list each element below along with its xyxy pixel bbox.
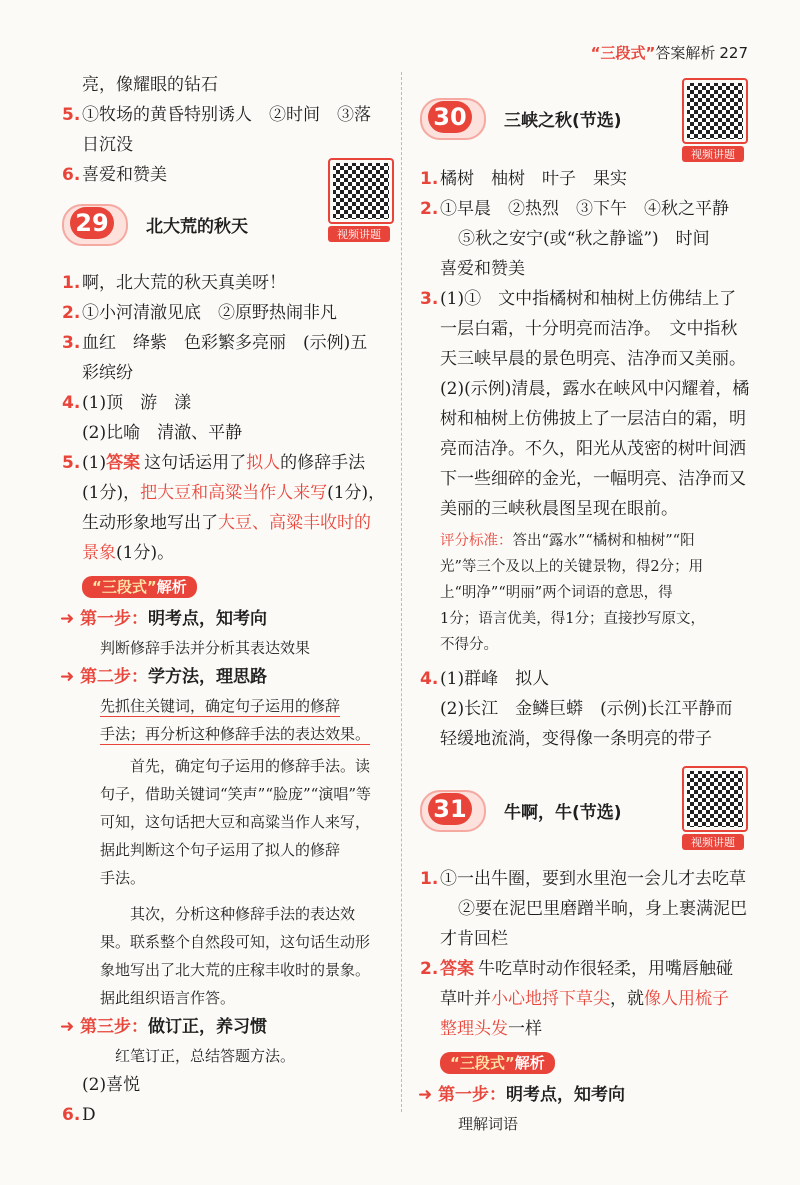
step1-text: 明考点，知考向 <box>506 1085 625 1105</box>
a1-answer: 啊，北大荒的秋天真美呀！ <box>82 273 286 293</box>
b1-answer: 橘树 柚树 叶子 果实 <box>440 169 627 189</box>
qr-label: 视频讲题 <box>682 146 744 162</box>
b2-answer: ①早晨 ②热烈 ③下午 ④秋之平静 <box>440 199 729 219</box>
a4-answer-sub: (2)比喻 清澈、平静 <box>82 423 243 443</box>
qr-code-29[interactable] <box>328 158 390 242</box>
step2-text: 学方法，理思路 <box>148 667 267 687</box>
arrow-icon: ➜ <box>418 1085 433 1105</box>
b4-answer-sub: (2)长江 金鳞巨蟒 (示例)长江平静而 <box>440 699 733 719</box>
answer-label: 答案 <box>106 453 141 473</box>
step1-label: 第一步： <box>80 609 148 629</box>
header-brand: “三段式” <box>590 44 656 62</box>
a4-number: 4. <box>62 393 81 413</box>
a3-number: 3. <box>62 333 81 353</box>
left-column <box>62 70 394 1130</box>
c2-text: 草叶并 <box>440 989 491 1009</box>
step1-body: 判断修辞手法并分析其表达效果 <box>100 639 311 657</box>
a6-answer: D <box>82 1105 96 1125</box>
right-column <box>420 92 755 1138</box>
b4-number: 4. <box>420 669 439 689</box>
sanduanshi-tag: “三段式”解析 <box>440 1052 555 1074</box>
a5-keyword: 大豆、高粱丰收时的 <box>218 513 371 533</box>
b4-answer-sub2: 轻缓地流淌，变得像一条明亮的带子 <box>440 729 712 749</box>
c2-text: 牛吃草时动作很轻柔，用嘴唇触碰 <box>478 959 733 979</box>
b3-line: 一层白霜，十分明亮而洁净。 文中指秋 <box>440 319 738 339</box>
step2-label: 第二步： <box>80 667 148 687</box>
qr-code-icon <box>682 78 748 144</box>
analysis-para-1: 首先，确定句子运用的修辞手法。读 句子，借助关键词“笑声”“脸庞”“演唱”等 可知，这句话把大豆和高粱当作人来写， 据此判断这个句子运用了拟人的修辞 手法。 <box>100 757 372 887</box>
c1-answer: ①一出牛圈，要到水里泡一会儿才去吃草 <box>440 869 746 889</box>
b3-line: 美丽的三峡秋晨图呈现在眼前。 <box>440 499 678 519</box>
step3-text: 做订正，养习惯 <box>148 1017 267 1037</box>
step1-text: 明考点，知考向 <box>148 609 267 629</box>
qr-code-31[interactable] <box>682 766 744 850</box>
section-29-title: 北大荒的秋天 <box>146 217 248 237</box>
c2-text: ，就 <box>610 989 644 1009</box>
analysis-para-2: 其次，分析这种修辞手法的表达效 果。联系整个自然段可知，这句话生动形 象地写出了北大荒的庄稼丰收时的景象。 据此组织语言作答。 <box>100 905 371 1007</box>
c2-keyword: 像人用梳子 <box>644 989 729 1009</box>
b3-line: 下一些细碎的金光，一幅明亮、洁净而又 <box>440 469 746 489</box>
a5-text: (1分)。 <box>116 543 175 563</box>
step1-body: 理解词语 <box>458 1115 519 1133</box>
scoring-standard: 评分标准：答出“露水”“橘树和柚树”“阳 光”等三个及以上的关键景物，得2分；用 上“明净”“明丽”两个词语的意思，得 1分；语言优美，得1分；直接抄写原文， 不得分。 <box>440 533 705 653</box>
header-title: 答案解析 <box>655 44 716 62</box>
column-divider <box>401 72 402 1112</box>
q5-answer-cont: 日沉没 <box>82 135 133 155</box>
section-31-badge: 31 <box>420 790 486 832</box>
section-30-badge: 30 <box>420 98 486 140</box>
qr-code-30[interactable] <box>682 78 744 162</box>
step3-body: 红笔订正，总结答题方法。 <box>115 1047 296 1065</box>
b2-answer-cont: ⑤秋之安宁(或“秋之静谧”) 时间 <box>458 229 710 249</box>
c1-number: 1. <box>420 869 439 889</box>
a5-part: (1) <box>82 453 107 473</box>
c1-answer-cont2: 才肯回栏 <box>440 929 508 949</box>
c2-number: 2. <box>420 959 439 979</box>
b2-answer-cont2: 喜爱和赞美 <box>440 259 525 279</box>
step2-body: 先抓住关键词，确定句子运用的修辞 <box>100 697 341 715</box>
b3-line: (1)① 文中指橘树和柚树上仿佛结上了 <box>440 289 737 309</box>
qr-code-icon <box>328 158 394 224</box>
a4-answer: (1)顶 游 漾 <box>82 393 192 413</box>
step2-body: 手法；再分析这种修辞手法的表达效果。 <box>100 725 371 743</box>
b2-number: 2. <box>420 199 439 219</box>
b3-number: 3. <box>420 289 439 309</box>
a5-part2: (2)喜悦 <box>82 1075 141 1095</box>
c2-keyword: 小心地捋下草尖 <box>491 989 610 1009</box>
b3-line: 树和柚树上仿佛披上了一层洁白的霜，明 <box>440 409 746 429</box>
section-31-header <box>420 784 755 849</box>
page-number: 227 <box>719 44 748 62</box>
c1-answer-cont: ②要在泥巴里磨蹭半晌，身上裹满泥巴 <box>458 899 747 919</box>
section-29-header <box>62 198 394 256</box>
a3-answer: 血红 绛紫 色彩繁多亮丽 (示例)五 <box>82 333 368 353</box>
a5-keyword: 拟人 <box>246 453 281 473</box>
section-30-header <box>420 92 755 161</box>
sanduanshi-tag: “三段式”解析 <box>82 576 197 598</box>
arrow-icon: ➜ <box>60 1017 75 1037</box>
b1-number: 1. <box>420 169 439 189</box>
a5-keyword: 把大豆和高粱当作人来写 <box>140 483 328 503</box>
page-header <box>591 42 748 63</box>
section-31-title: 牛啊，牛(节选) <box>504 803 622 823</box>
a2-answer: ①小河清澈见底 ②原野热闹非凡 <box>82 303 337 323</box>
q5-answer: ①牧场的黄昏特别诱人 ②时间 ③落 <box>82 105 371 125</box>
a5-text: 生动形象地写出了 <box>82 513 218 533</box>
arrow-icon: ➜ <box>60 609 75 629</box>
step1-label: 第一步： <box>438 1085 506 1105</box>
a5-text: 的修辞手法 <box>280 453 366 473</box>
c2-keyword: 整理头发 <box>440 1019 508 1039</box>
b3-line: 亮而洁净。不久，阳光从茂密的树叶间洒 <box>440 439 746 459</box>
continued-answer: 亮，像耀眼的钻石 <box>82 75 218 95</box>
section-29-badge: 29 <box>62 204 128 246</box>
section-30-title: 三峡之秋(节选) <box>504 111 622 131</box>
qr-label: 视频讲题 <box>682 834 744 850</box>
q6-number: 6. <box>62 165 81 185</box>
a5-text: 这句话运用了 <box>144 453 247 473</box>
a5-number: 5. <box>62 453 81 473</box>
b3-line: 天三峡早晨的景色明亮、洁净而又美丽。 <box>440 349 746 369</box>
a5-keyword: 景象 <box>82 543 116 563</box>
answer-label: 答案 <box>440 959 474 979</box>
a1-number: 1. <box>62 273 81 293</box>
b3-line: (2)(示例)清晨，露水在峡风中闪耀着，橘 <box>440 379 750 399</box>
a2-number: 2. <box>62 303 81 323</box>
c2-text: 一样 <box>508 1019 542 1039</box>
a3-answer-cont: 彩缤纷 <box>82 363 133 383</box>
step3-label: 第三步： <box>80 1017 148 1037</box>
q6-answer: 喜爱和赞美 <box>82 165 167 185</box>
q5-number: 5. <box>62 105 81 125</box>
a5-text: (1分)， <box>327 483 386 503</box>
a5-text: (1分)， <box>82 483 141 503</box>
a6-number: 6. <box>62 1105 81 1125</box>
qr-label: 视频讲题 <box>328 226 390 242</box>
qr-code-icon <box>682 766 748 832</box>
b4-answer: (1)群峰 拟人 <box>440 669 550 689</box>
arrow-icon: ➜ <box>60 667 75 687</box>
